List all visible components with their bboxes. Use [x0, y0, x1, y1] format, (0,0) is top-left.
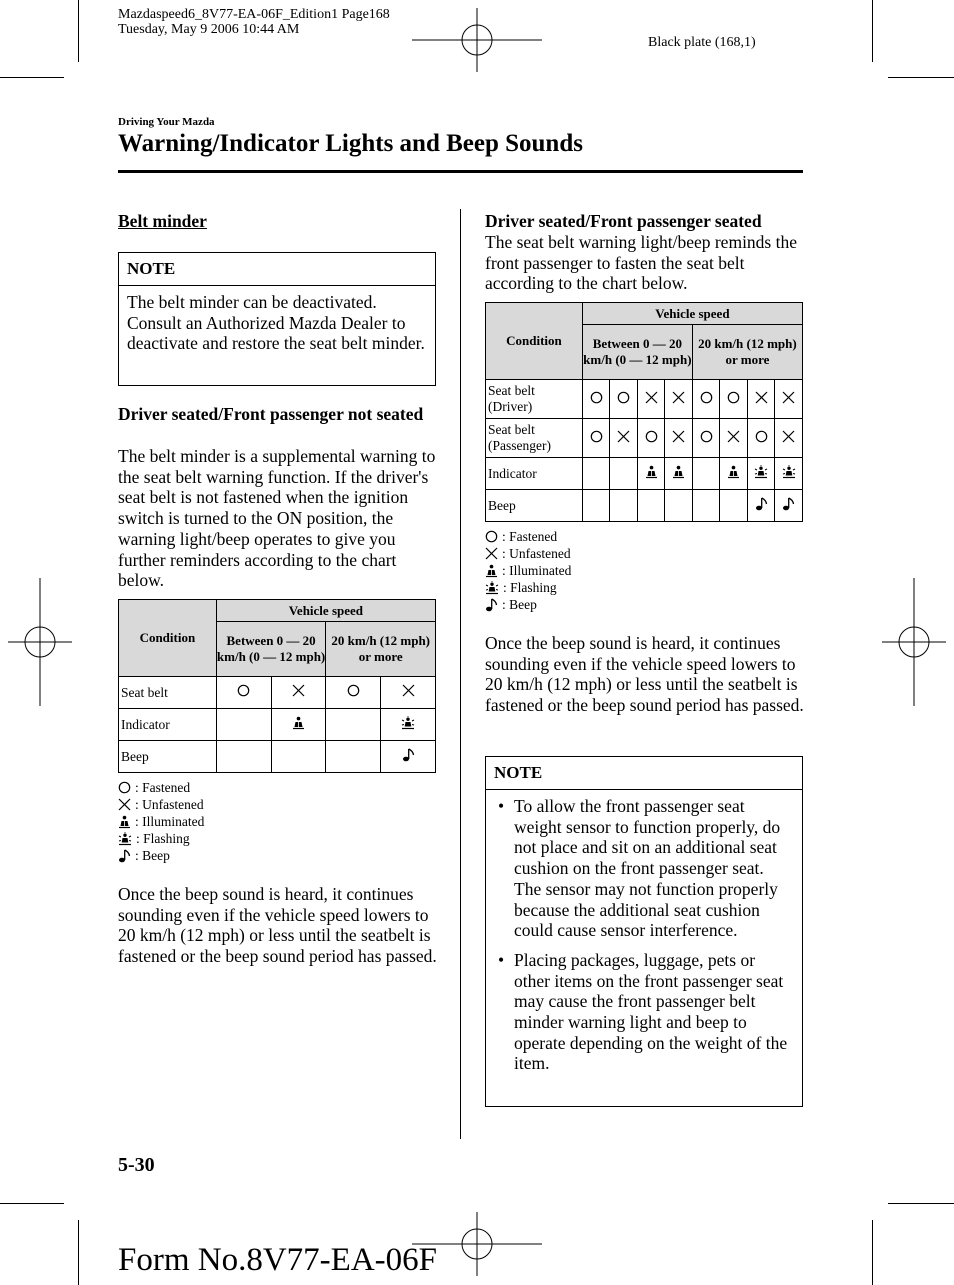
illuminated-icon [485, 564, 498, 578]
row-label: Indicator [486, 458, 583, 490]
empty-cell [610, 490, 638, 522]
print-header-line1: Mazdaspeed6_8V77-EA-06F_Edition1 Page168 [118, 7, 390, 22]
status-cell-flashing [747, 458, 775, 490]
plate-label: Black plate (168,1) [648, 35, 756, 50]
speed-range-high: 20 km/h (12 mph) or more [326, 622, 436, 677]
fastened-icon [645, 430, 658, 443]
fastened-icon [755, 430, 768, 443]
legend-text: : Fastened [135, 780, 191, 795]
legend-text: : Illuminated [135, 814, 205, 829]
unfastened-icon [782, 391, 795, 404]
legend-text: : Flashing [136, 831, 190, 846]
subheading-seated: Driver seated/Front passenger seated [485, 211, 762, 231]
fastened-icon [485, 530, 498, 543]
flashing-icon [782, 465, 796, 479]
row-label: Beep [486, 490, 583, 522]
legend-item-flashing [485, 579, 571, 596]
illuminated-icon [645, 465, 658, 479]
legend-item-illuminated [485, 562, 571, 579]
status-cell-illuminated [720, 458, 748, 490]
section-label: Driving Your Mazda [118, 116, 215, 128]
beep-icon [485, 598, 498, 612]
fastened-icon [727, 391, 740, 404]
unfastened-icon [727, 430, 740, 443]
fastened-icon [700, 391, 713, 404]
beep-icon [402, 748, 415, 762]
legend-text: : Beep [502, 597, 537, 612]
flashing-icon [485, 581, 499, 595]
status-cell-unfastened [665, 380, 693, 419]
status-cell-fastened [692, 419, 720, 458]
condition-header: Condition [486, 303, 583, 380]
legend-item-fastened [485, 528, 571, 545]
unfastened-icon [402, 684, 415, 697]
status-cell-flashing [775, 458, 803, 490]
table-row [119, 709, 436, 741]
flashing-icon [401, 716, 415, 730]
status-cell-fastened [637, 419, 665, 458]
empty-cell [271, 741, 326, 773]
legend-text: : Illuminated [502, 563, 572, 578]
title-rule [118, 170, 803, 173]
speed-range-low: Between 0 — 20 km/h (0 — 12 mph) [582, 325, 692, 380]
row-label: Indicator [119, 709, 217, 741]
empty-cell [326, 741, 381, 773]
table-row [486, 490, 803, 522]
note-label: NOTE [119, 253, 435, 286]
beep-icon [782, 497, 795, 511]
status-cell-beep [381, 741, 436, 773]
unfastened-icon [645, 391, 658, 404]
column-divider [460, 209, 461, 1139]
vehicle-speed-header: Vehicle speed [216, 600, 435, 622]
legend-right [485, 528, 571, 613]
unfastened-icon [672, 391, 685, 404]
status-cell-fastened [692, 380, 720, 419]
legend-text: : Unfastened [502, 546, 571, 561]
empty-cell [692, 458, 720, 490]
print-header [118, 7, 390, 37]
row-label: Seat belt (Passenger) [486, 419, 583, 458]
beep-icon [755, 497, 768, 511]
belt-minder-table-left [118, 599, 436, 773]
empty-cell [720, 490, 748, 522]
illuminated-icon [118, 815, 131, 829]
legend-text: : Unfastened [135, 797, 204, 812]
status-cell-fastened [216, 677, 271, 709]
fastened-icon [590, 430, 603, 443]
note-bullet-list [494, 796, 794, 1074]
status-cell-unfastened [637, 380, 665, 419]
paragraph-seated: The seat belt warning light/beep reminds the front passenger to fasten the seat belt according to the chart below. [485, 232, 797, 294]
legend-text: : Fastened [502, 529, 558, 544]
unfastened-icon [782, 430, 795, 443]
fastened-icon [118, 781, 131, 794]
status-cell-illuminated [271, 709, 326, 741]
paragraph-after-left: Once the beep sound is heard, it continues sounding even if the vehicle speed lowers to 20 km/h (12 mph) or less until the seatbelt is fastened or the beep sound period has passed. [118, 884, 437, 967]
table-row [486, 380, 803, 419]
page-number: 5-30 [118, 1154, 155, 1176]
flashing-icon [118, 832, 132, 846]
table-row [119, 677, 436, 709]
empty-cell [216, 709, 271, 741]
empty-cell [665, 490, 693, 522]
empty-cell [637, 490, 665, 522]
empty-cell [326, 709, 381, 741]
status-cell-unfastened [381, 677, 436, 709]
empty-cell [692, 490, 720, 522]
note-bullet-2: • Placing packages, luggage, pets or other items on the front passenger seat may cause the front passenger belt minder warning light and beep to operate depending on the weight of the item. [514, 950, 794, 1074]
status-cell-beep [747, 490, 775, 522]
vehicle-speed-header: Vehicle speed [582, 303, 802, 325]
registration-mark-left [8, 578, 72, 706]
status-cell-unfastened [271, 677, 326, 709]
status-cell-illuminated [665, 458, 693, 490]
registration-mark-top [412, 8, 542, 72]
unfastened-icon [292, 684, 305, 697]
status-cell-fastened [326, 677, 381, 709]
legend-item-flashing [118, 830, 204, 847]
flashing-icon [754, 465, 768, 479]
status-cell-unfastened [665, 419, 693, 458]
unfastened-icon [118, 798, 131, 811]
unfastened-icon [755, 391, 768, 404]
unfastened-icon [672, 430, 685, 443]
condition-header: Condition [119, 600, 217, 677]
unfastened-icon [617, 430, 630, 443]
legend-item-fastened [118, 779, 204, 796]
form-number: Form No.8V77-EA-06F [118, 1242, 437, 1278]
note-box-right [485, 756, 803, 1107]
status-cell-illuminated [637, 458, 665, 490]
note-box-left [118, 252, 436, 386]
empty-cell [216, 741, 271, 773]
status-cell-unfastened [775, 419, 803, 458]
fastened-icon [700, 430, 713, 443]
status-cell-unfastened [775, 380, 803, 419]
illuminated-icon [727, 465, 740, 479]
paragraph-not-seated: The belt minder is a supplemental warning to the seat belt warning function. If the driver's seat belt is not fastened when the ignition switch is turned to the ON position, the warning light/beep operates to give you further reminders according to the chart below. [118, 446, 436, 591]
legend-item-beep [118, 847, 204, 864]
beep-icon [118, 849, 131, 863]
legend-text: : Flashing [503, 580, 557, 595]
illuminated-icon [292, 716, 305, 730]
illuminated-icon [672, 465, 685, 479]
note-label: NOTE [486, 757, 802, 790]
fastened-icon [237, 684, 250, 697]
table-row [119, 741, 436, 773]
speed-range-low: Between 0 — 20 km/h (0 — 12 mph) [216, 622, 326, 677]
page-title: Warning/Indicator Lights and Beep Sounds [118, 130, 583, 157]
status-cell-beep [775, 490, 803, 522]
legend-item-illuminated [118, 813, 204, 830]
status-cell-fastened [582, 380, 610, 419]
status-cell-unfastened [610, 419, 638, 458]
status-cell-fastened [747, 419, 775, 458]
status-cell-unfastened [720, 419, 748, 458]
legend-item-unfastened [118, 796, 204, 813]
fastened-icon [347, 684, 360, 697]
legend-left [118, 779, 204, 864]
status-cell-unfastened [747, 380, 775, 419]
print-header-line2: Tuesday, May 9 2006 10:44 AM [118, 22, 300, 37]
legend-text: : Beep [135, 848, 170, 863]
registration-mark-right [882, 578, 946, 706]
belt-minder-table-right [485, 302, 803, 522]
legend-item-unfastened [485, 545, 571, 562]
row-label: Seat belt [119, 677, 217, 709]
status-cell-fastened [582, 419, 610, 458]
empty-cell [582, 458, 610, 490]
empty-cell [610, 458, 638, 490]
table-row [486, 419, 803, 458]
fastened-icon [617, 391, 630, 404]
status-cell-fastened [720, 380, 748, 419]
subheading-not-seated: Driver seated/Front passenger not seated [118, 404, 424, 424]
status-cell-fastened [610, 380, 638, 419]
legend-item-beep [485, 596, 571, 613]
belt-minder-heading: Belt minder [118, 211, 207, 231]
speed-range-high: 20 km/h (12 mph) or more [692, 325, 802, 380]
paragraph-after-right: Once the beep sound is heard, it continues sounding even if the vehicle speed lowers to 20 km/h (12 mph) or less until the seatbelt is fastened or the beep sound period has passed. [485, 633, 804, 716]
table-row [486, 458, 803, 490]
empty-cell [582, 490, 610, 522]
unfastened-icon [485, 547, 498, 560]
note-bullet-1: • To allow the front passenger seat weight sensor to function properly, do not place and sit on an additional seat cushion on the front passenger seat. The sensor may not function properly because the additional seat cushion could cause sensor interference. [514, 796, 794, 941]
status-cell-flashing [381, 709, 436, 741]
row-label: Seat belt (Driver) [486, 380, 583, 419]
row-label: Beep [119, 741, 217, 773]
note-text: The belt minder can be deactivated. Consult an Authorized Mazda Dealer to deactivate and restore the seat belt minder. [127, 292, 425, 354]
fastened-icon [590, 391, 603, 404]
